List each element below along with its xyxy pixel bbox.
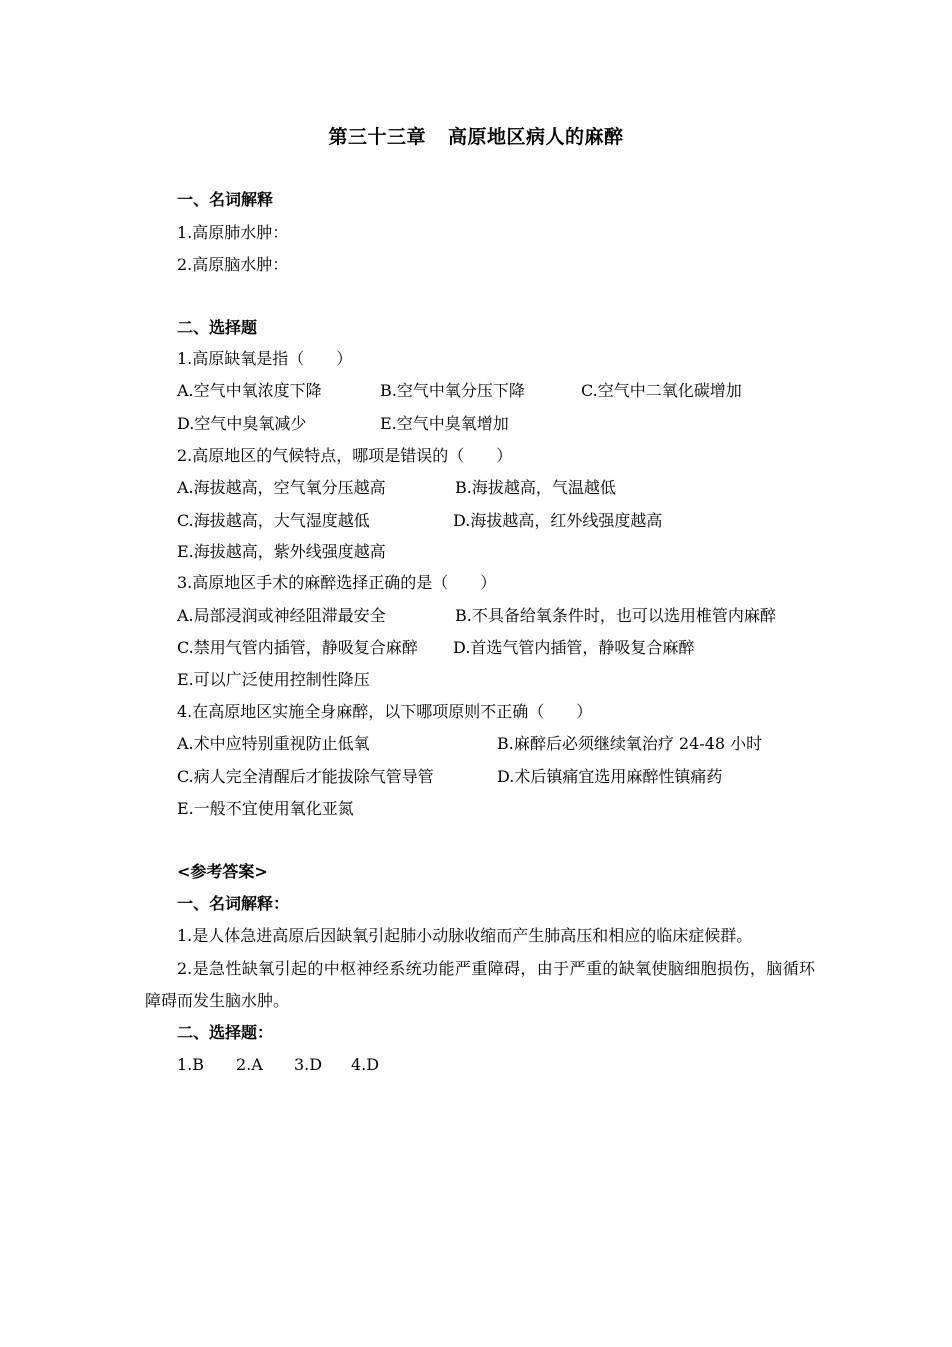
question-stem: 2.高原地区的气候特点，哪项是错误的（ ） [177, 446, 513, 465]
answer-choice: 1.B [177, 1055, 205, 1074]
answers-heading: <参考答案> [177, 862, 268, 881]
answer-choice: 3.D [294, 1055, 323, 1074]
question-option: C.禁用气管内插管，静吸复合麻醉 [177, 638, 418, 657]
question-option: D.海拔越高，红外线强度越高 [453, 511, 663, 530]
term-item: 2.高原脑水肿： [177, 255, 289, 274]
answers-choice-heading: 二、选择题： [177, 1023, 274, 1042]
question-option: A.局部浸润或神经阻滞最安全 [177, 606, 386, 625]
question-option: A.海拔越高，空气氧分压越高 [177, 478, 386, 497]
question-option: D.术后镇痛宜选用麻醉性镇痛药 [497, 767, 723, 786]
section-heading-choice: 二、选择题 [177, 318, 258, 337]
chapter-number: 第三十三章 [328, 126, 426, 148]
question-option: E.海拔越高，紫外线强度越高 [177, 542, 386, 561]
question-option: A.空气中氧浓度下降 [177, 381, 322, 400]
answer-choice: 2.A [236, 1055, 263, 1074]
chapter-name: 高原地区病人的麻醉 [448, 126, 624, 148]
question-option: B.空气中氧分压下降 [380, 381, 525, 400]
question-stem: 3.高原地区手术的麻醉选择正确的是（ ） [177, 573, 497, 592]
term-item: 1.高原肺水肿： [177, 223, 289, 242]
question-option: B.麻醉后必须继续氧治疗 24-48 小时 [497, 734, 763, 753]
chapter-title [0, 122, 952, 149]
question-stem: 4.在高原地区实施全身麻醉，以下哪项原则不正确（ ） [177, 702, 593, 721]
section-heading-terms: 一、名词解释 [177, 190, 274, 209]
question-option: A.术中应特别重视防止低氧 [177, 734, 370, 753]
question-option: B.不具备给氧条件时，也可以选用椎管内麻醉 [455, 606, 776, 625]
question-option: C.海拔越高，大气湿度越低 [177, 511, 370, 530]
question-option: C.病人完全清醒后才能拔除气管导管 [177, 767, 434, 786]
question-stem: 1.高原缺氧是指（ ） [177, 349, 353, 368]
question-option: E.空气中臭氧增加 [380, 414, 509, 433]
question-option: E.可以广泛使用控制性降压 [177, 670, 370, 689]
answer-term: 1.是人体急进高原后因缺氧引起肺小动脉收缩而产生肺高压和相应的临床症候群。 [177, 926, 753, 945]
answer-choice: 4.D [351, 1055, 380, 1074]
answers-terms-heading: 一、名词解释： [177, 894, 290, 913]
question-option: B.海拔越高，气温越低 [455, 478, 616, 497]
answer-term: 2.是急性缺氧引起的中枢神经系统功能严重障碍，由于严重的缺氧使脑细胞损伤，脑循环障碍而发生脑水肿。 [145, 959, 815, 1010]
question-option: E.一般不宜使用氧化亚氮 [177, 799, 354, 818]
question-option: C.空气中二氧化碳增加 [581, 381, 742, 400]
question-option: D.空气中臭氧减少 [177, 414, 307, 433]
question-option: D.首选气管内插管，静吸复合麻醉 [453, 638, 695, 657]
